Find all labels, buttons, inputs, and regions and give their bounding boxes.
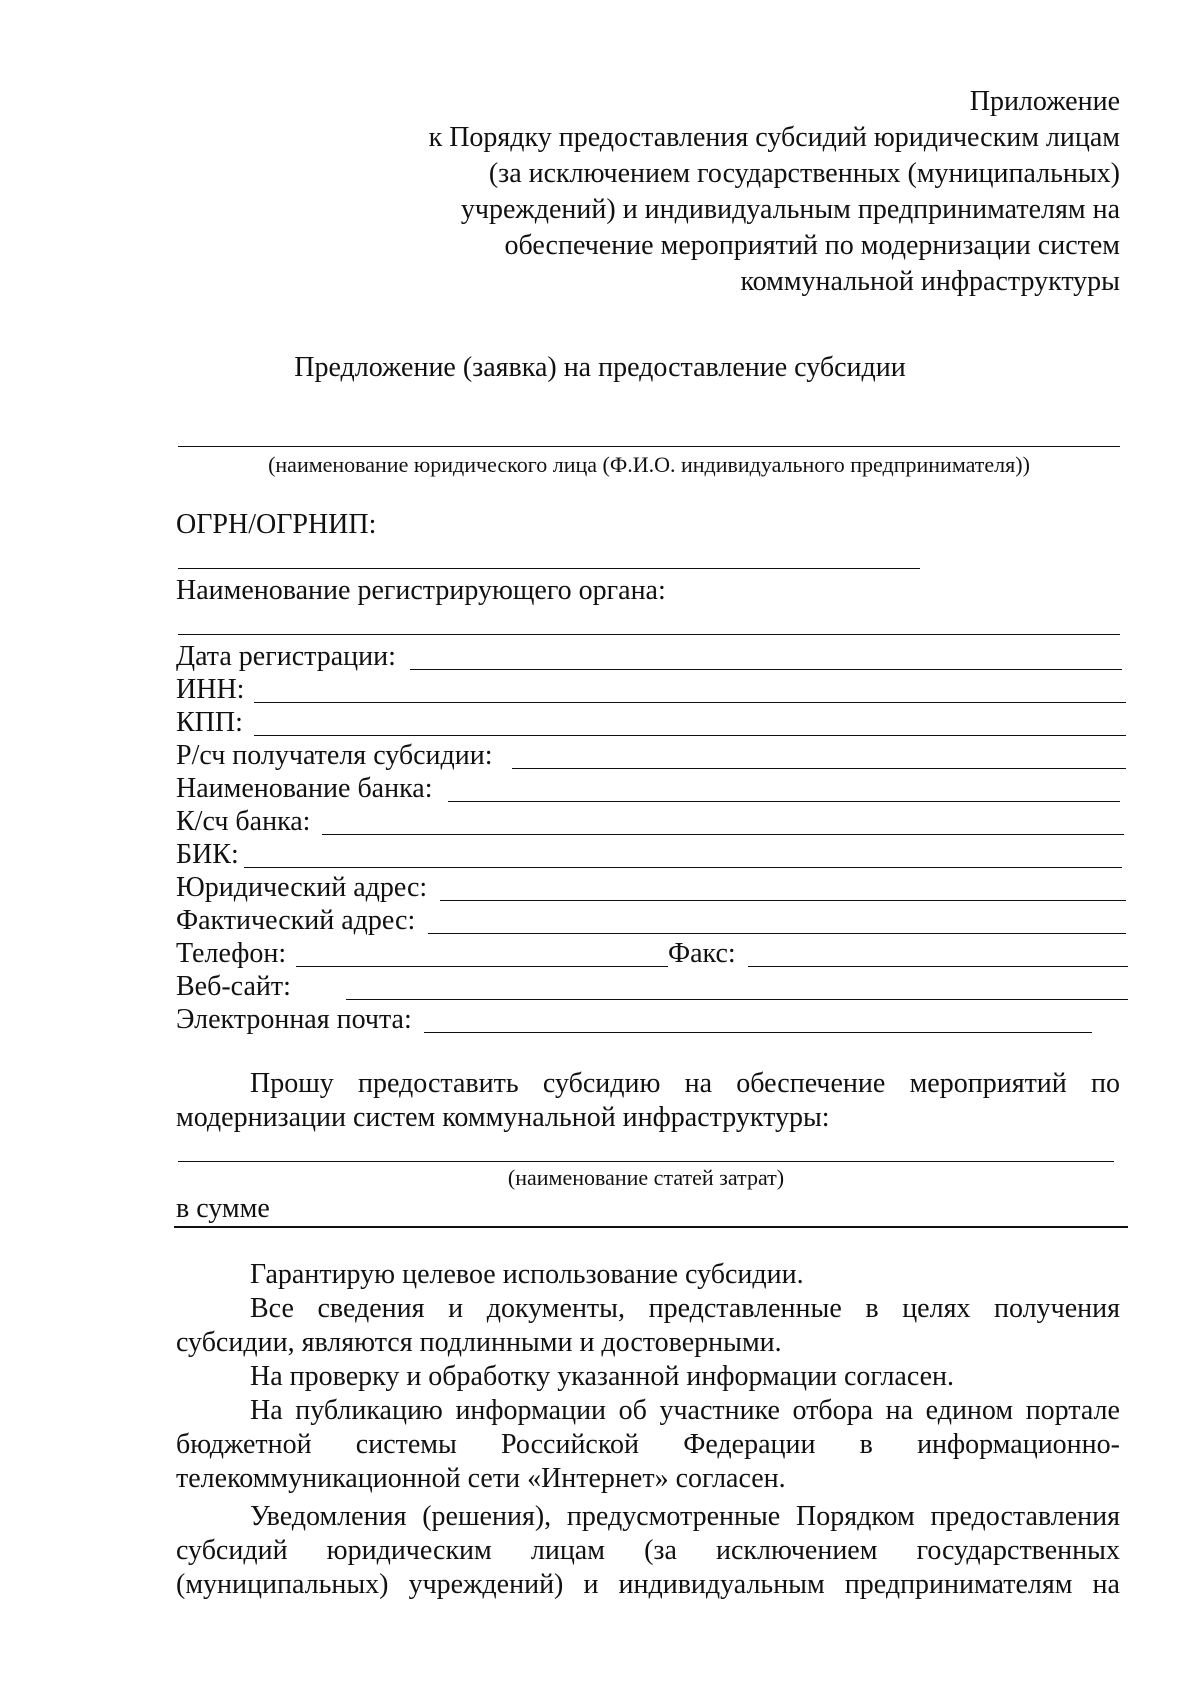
corr-account-label: К/сч банка:: [176, 806, 311, 837]
bik-field[interactable]: [244, 867, 1122, 868]
applicant-name-caption: (наименование юридического лица (Ф.И.О. индивидуального предпринимателя)): [268, 452, 1030, 477]
reg-date-field[interactable]: [410, 669, 1122, 670]
guarantee-statement: Гарантирую целевое использование субсидии.: [250, 1259, 804, 1290]
header-line: (за исключением государственных (муниципальных): [488, 158, 1120, 189]
header-line: обеспечение мероприятий по модернизации систем: [504, 230, 1120, 261]
phone-label: Телефон:: [176, 938, 287, 969]
kpp-field[interactable]: [254, 735, 1126, 736]
website-label: Веб-сайт:: [176, 971, 291, 1002]
actual-address-label: Фактический адрес:: [176, 905, 416, 936]
ogrn-label: ОГРН/ОГРНИП:: [176, 509, 377, 540]
inn-field[interactable]: [254, 702, 1126, 703]
corr-account-field[interactable]: [322, 834, 1124, 835]
kpp-label: КПП:: [176, 707, 243, 738]
docs-statement-line-2: субсидии, являются подлинными и достоверными.: [176, 1327, 782, 1358]
legal-address-label: Юридический адрес:: [176, 872, 428, 903]
fax-field[interactable]: [748, 966, 1128, 967]
fax-label: Факс:: [668, 938, 736, 969]
statements-block: [176, 1258, 1120, 1602]
account-label: Р/сч получателя субсидии:: [176, 740, 493, 771]
consent-check-statement: На проверку и обработку указанной информации согласен.: [250, 1361, 955, 1392]
account-field[interactable]: [512, 768, 1126, 769]
notice-statement-line-2: субсидий юридическим лицам (за исключением государственных: [176, 1535, 1120, 1566]
bik-label: БИК:: [176, 839, 239, 870]
publish-statement-line-3: телекоммуникационной сети «Интернет» согласен.: [176, 1463, 786, 1494]
registrar-field[interactable]: [178, 634, 1120, 635]
phone-field[interactable]: [296, 966, 668, 967]
reg-date-label: Дата регистрации:: [176, 641, 396, 672]
cost-items-caption: (наименование статей затрат): [507, 1165, 785, 1190]
docs-statement-line-1: Все сведения и документы, представленные в целях получения: [250, 1293, 1120, 1324]
cost-items-field[interactable]: [178, 1161, 1114, 1162]
request-line-2: модернизации систем коммунальной инфраструктуры:: [176, 1102, 830, 1133]
header-line: к Порядку предоставления субсидий юридическим лицам: [428, 122, 1120, 153]
publish-statement-line-1: На публикацию информации об участнике отбора на едином портале: [250, 1395, 1120, 1426]
amount-field[interactable]: [174, 1226, 1128, 1228]
publish-statement-line-2: бюджетной системы Российской Федерации в информационно-: [176, 1429, 1120, 1460]
notice-statement-line-1: Уведомления (решения), предусмотренные Порядком предоставления: [250, 1501, 1120, 1532]
actual-address-field[interactable]: [428, 933, 1126, 934]
request-line-1: Прошу предоставить субсидию на обеспечение мероприятий по: [250, 1068, 1120, 1099]
inn-label: ИНН:: [176, 674, 245, 705]
email-label: Электронная почта:: [176, 1004, 412, 1035]
header-line: учреждений) и индивидуальным предпринимателям на: [460, 194, 1120, 225]
amount-label: в сумме: [176, 1193, 270, 1224]
applicant-name-field[interactable]: [178, 446, 1120, 447]
appendix-header: [360, 84, 1120, 300]
header-line: коммунальной инфраструктуры: [740, 266, 1120, 297]
document-title: Предложение (заявка) на предоставление субсидии: [294, 352, 906, 383]
bank-name-label: Наименование банка:: [176, 773, 433, 804]
bank-name-field[interactable]: [448, 801, 1120, 802]
website-field[interactable]: [346, 999, 1128, 1000]
legal-address-field[interactable]: [440, 900, 1126, 901]
registrar-label: Наименование регистрирующего органа:: [176, 575, 666, 606]
request-paragraph: [176, 1067, 1120, 1135]
email-field[interactable]: [424, 1032, 1092, 1033]
notice-statement-line-3: (муниципальных) учреждений) и индивидуальным предпринимателям на: [176, 1569, 1120, 1600]
header-line: Приложение: [969, 86, 1120, 117]
ogrn-field[interactable]: [178, 568, 920, 569]
